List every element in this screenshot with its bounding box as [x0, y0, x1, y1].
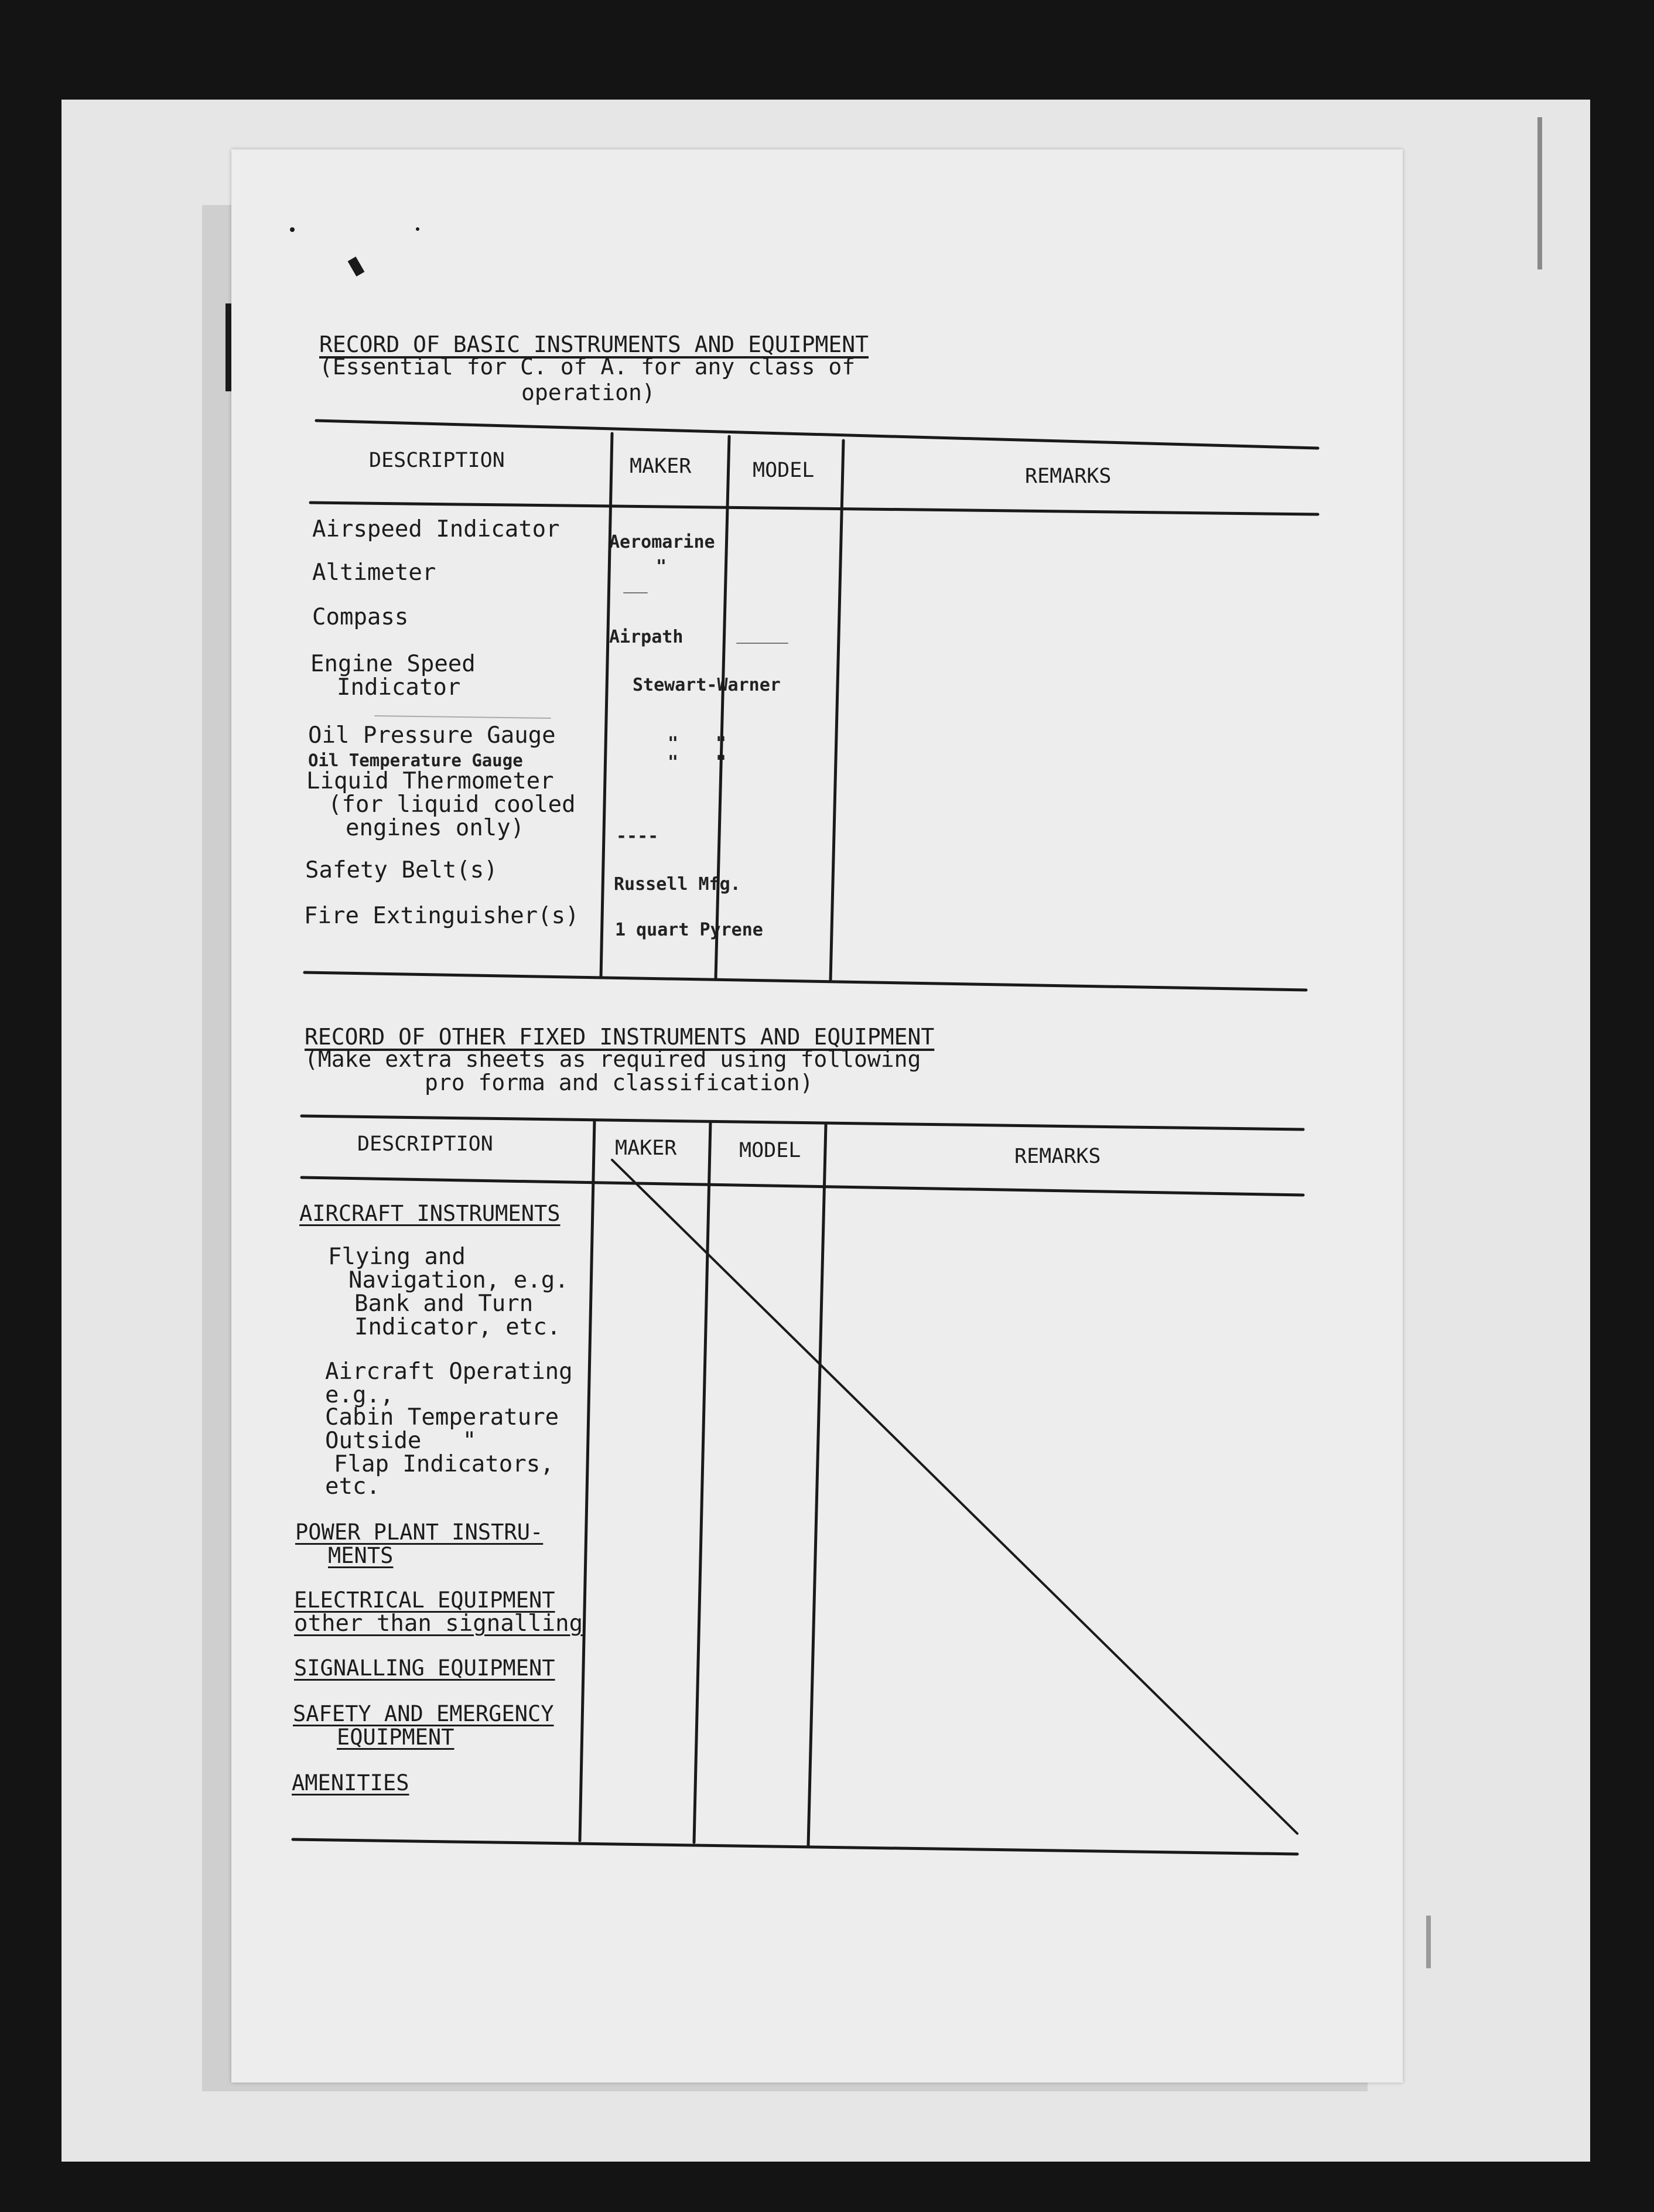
category-flying: Navigation, e.g.	[348, 1267, 569, 1293]
category-signalling: SIGNALLING EQUIPMENT	[294, 1655, 555, 1681]
basic-row-description: Oil Temperature Gauge	[308, 750, 523, 770]
category-operating: Aircraft Operating	[325, 1358, 573, 1385]
basic-row-description: Compass	[312, 604, 409, 630]
basic-subtitle-line2: operation)	[521, 380, 655, 405]
other-col-divider	[694, 1122, 710, 1842]
basic-row-description: Fire Extinguisher(s)	[304, 903, 579, 929]
category-operating: etc.	[325, 1473, 380, 1500]
basic-row-description: Safety Belt(s)	[305, 857, 498, 883]
other-col-maker: MAKER	[615, 1136, 677, 1160]
basic-row-description: Liquid Thermometer	[306, 768, 554, 794]
faint-rule	[375, 716, 551, 718]
other-col-divider	[580, 1120, 594, 1841]
category-amenities: AMENITIES	[292, 1770, 409, 1795]
category-power-plant: POWER PLANT INSTRU-	[295, 1520, 544, 1545]
diagonal-strike-line	[612, 1160, 1297, 1834]
basic-row-model: "	[716, 733, 727, 754]
basic-row-maker: 1 quart Pyrene	[615, 920, 763, 940]
other-col-remarks: REMARKS	[1014, 1145, 1101, 1168]
category-flying: Bank and Turn	[354, 1291, 534, 1317]
category-operating: Outside "	[325, 1428, 477, 1454]
basic-row-description: (for liquid cooled	[328, 791, 576, 818]
basic-row-description: Indicator	[337, 674, 461, 701]
basic-row-maker: ----	[616, 826, 659, 846]
basic-row-description: Altimeter	[312, 559, 436, 586]
basic-row-model: "	[716, 752, 727, 773]
basic-row-maker: Stewart-Warner	[633, 675, 781, 695]
category-operating: Cabin Temperature	[325, 1404, 559, 1431]
basic-header-rule	[310, 503, 1318, 514]
basic-section-title: RECORD OF BASIC INSTRUMENTS AND EQUIPMENT	[319, 332, 869, 357]
basic-col-divider	[831, 441, 843, 981]
category-flying: Indicator, etc.	[354, 1314, 561, 1340]
basic-row-maker: "	[668, 733, 679, 754]
basic-table-top-rule	[316, 421, 1318, 448]
other-section-title: RECORD OF OTHER FIXED INSTRUMENTS AND EQUIPMENT	[305, 1024, 935, 1050]
basic-row-maker: Airpath	[609, 627, 684, 647]
basic-row-maker: "	[668, 752, 679, 773]
basic-row-description: Airspeed Indicator	[312, 516, 560, 542]
other-col-model: MODEL	[739, 1139, 801, 1162]
category-electrical: other than signalling	[294, 1610, 583, 1637]
basic-col-maker: MAKER	[630, 455, 692, 478]
other-col-description: DESCRIPTION	[357, 1132, 493, 1156]
basic-col-divider	[601, 433, 612, 977]
basic-col-model: MODEL	[753, 459, 815, 482]
basic-row-maker: Russell Mfg.	[614, 874, 741, 895]
basic-table-bottom-rule	[305, 972, 1306, 990]
other-subtitle-line2: pro forma and classification)	[425, 1070, 814, 1095]
basic-row-description: engines only)	[346, 815, 525, 841]
category-operating: e.g.,	[325, 1382, 394, 1408]
basic-col-description: DESCRIPTION	[369, 449, 505, 472]
category-electrical: ELECTRICAL EQUIPMENT	[294, 1588, 555, 1613]
other-table-top-rule	[302, 1116, 1303, 1129]
other-header-rule	[302, 1177, 1303, 1195]
category-aircraft-instruments: AIRCRAFT INSTRUMENTS	[299, 1201, 561, 1226]
basic-col-divider	[716, 436, 729, 978]
other-subtitle-line1: (Make extra sheets as required using following	[305, 1046, 921, 1072]
category-flying: Flying and	[328, 1244, 466, 1270]
category-power-plant: MENTS	[328, 1543, 394, 1568]
basic-col-remarks: REMARKS	[1025, 465, 1112, 488]
other-table-bottom-rule	[293, 1839, 1297, 1854]
basic-row-maker: "	[656, 557, 667, 577]
category-safety: EQUIPMENT	[337, 1725, 454, 1750]
basic-row-maker: Aeromarine	[609, 532, 715, 552]
category-safety: SAFETY AND EMERGENCY	[293, 1701, 554, 1726]
basic-row-description: Engine Speed	[310, 651, 476, 677]
other-col-divider	[808, 1125, 826, 1845]
category-operating: Flap Indicators,	[334, 1451, 554, 1477]
basic-subtitle-line1: (Essential for C. of A. for any class of	[319, 354, 856, 380]
basic-row-description: Oil Pressure Gauge	[308, 722, 556, 749]
